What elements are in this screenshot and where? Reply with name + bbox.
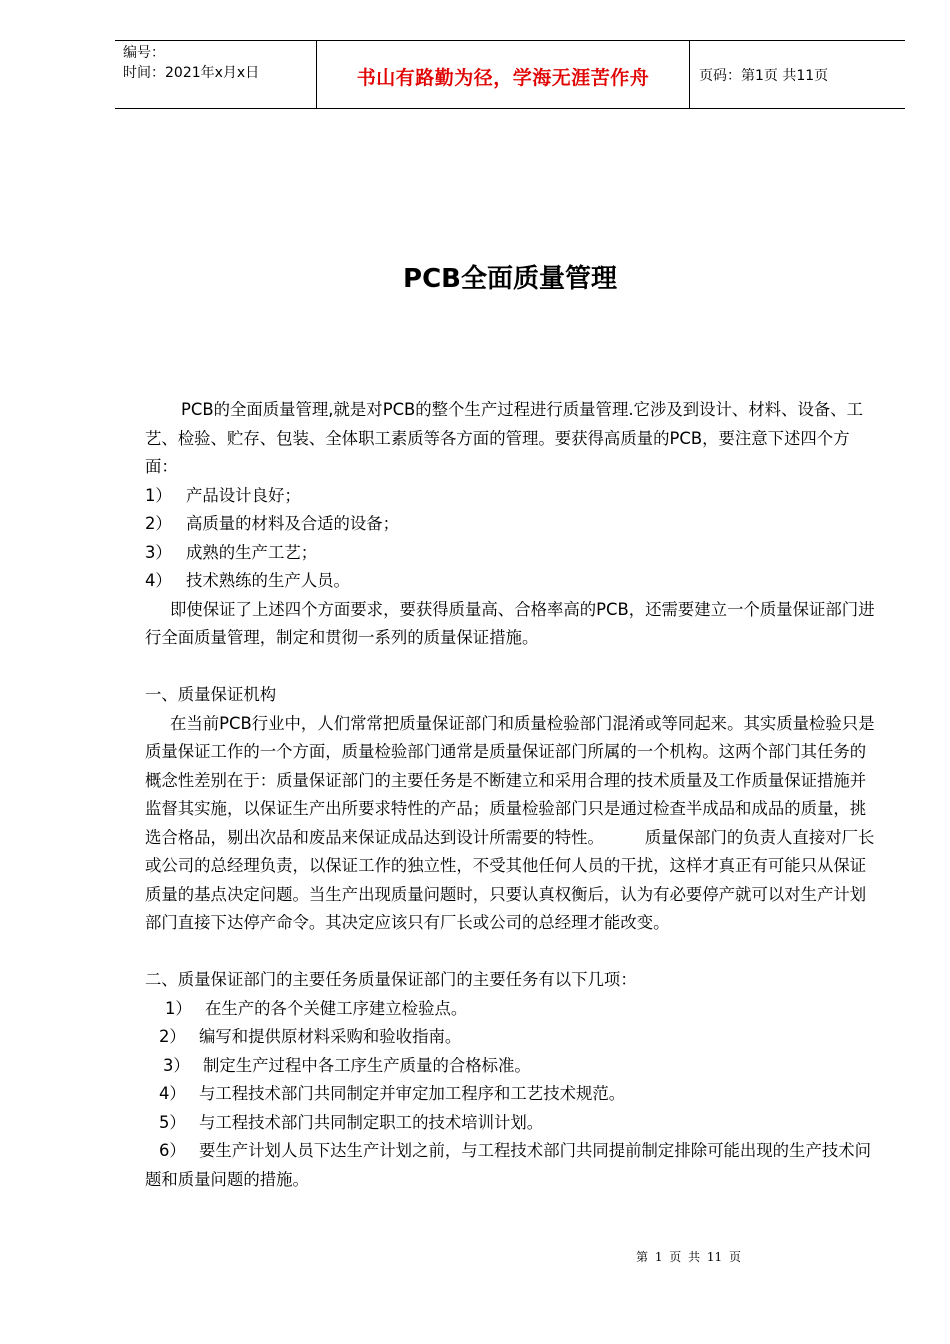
aspect-item: 1） 产品设计良好； [145, 485, 301, 505]
section1-heading: 一、质量保证机构 [145, 685, 277, 704]
aspect-item: 2） 高质量的材料及合适的设备； [145, 514, 400, 533]
task-item: 1） 在生产的各个关健工序建立检验点。 [165, 998, 468, 1018]
aspect-item: 4） 技术熟练的生产人员。 [145, 571, 350, 590]
header-meta [123, 43, 259, 83]
document-body [145, 396, 880, 1194]
aspect-item: 3） 成熟的生产工艺； [145, 542, 318, 562]
time-label: 时间：2021年x月x日 [123, 65, 260, 81]
header-motto: 书山有路勤为径，学海无涯苦作舟 [356, 67, 650, 89]
intro-paragraph: PCB的全面质量管理,就是对PCB的整个生产过程进行质量管理.它涉及到设计、材料、设备、工艺、检验、贮存、包装、全体职工素质等各方面的管理。要获得高质量的PCB，要注意下述四个方面： [145, 400, 864, 476]
task-item: 5） 与工程技术部门共同制定职工的技术培训计划。 [159, 1112, 544, 1132]
page-header [115, 40, 905, 109]
section2-heading: 二、质量保证部门的主要任务质量保证部门的主要任务有以下几项： [145, 970, 637, 989]
header-divider [689, 41, 690, 108]
document-title: PCB全面质量管理 [403, 264, 617, 294]
task-item: 6） 要生产计划人员下达生产计划之前，与工程技术部门共同提前制定排除可能出现的生产技术问题和质量问题的措施。 [145, 1141, 872, 1189]
task-item: 4） 与工程技术部门共同制定并审定加工程序和工艺技术规范。 [159, 1084, 626, 1103]
task-item: 2） 编写和提供原材料采购和验收指南。 [159, 1027, 462, 1046]
page-footer: 第 1 页 共 11 页 [636, 1250, 741, 1264]
section1-paragraph: 在当前PCB行业中，人们常常把质量保证部门和质量检验部门混淆或等同起来。其实质量检验只是质量保证工作的一个方面，质量检验部门通常是质量保证部门所属的一个机构。这两个部门其任务的概念性差别在于：质量保证部门的主要任务是不断建立和采用合理的技术质量及工作质量保证措施并监督其实施，以保证生产出所要求特性的产品；质量检验部门只是通过检查半成品和成品的质量，挑选合格品，剔出次品和废品来保证成品达到设计所需要的特性。 质量保部门的负责人直接对厂长或公司的总经理负责，以保证工作的独立性，不受其他任何人员的干扰，这样才真正有可能只从保证质量的基点决定问题。当生产出现质量问题时，只要认真权衡后，认为有必要停产就可以对生产计划部门直接下达停产命令。其决定应该只有厂长或公司的总经理才能改变。 [145, 713, 875, 932]
summary-paragraph: 即使保证了上述四个方面要求，要获得质量高、合格率高的PCB，还需要建立一个质量保证部门进行全面质量管理，制定和贯彻一系列的质量保证措施。 [145, 599, 875, 647]
number-label: 编号： [123, 45, 165, 61]
task-item: 3） 制定生产过程中各工序生产质量的合格标准。 [163, 1055, 531, 1075]
header-page-info: 页码：第1页 共11页 [699, 68, 829, 84]
